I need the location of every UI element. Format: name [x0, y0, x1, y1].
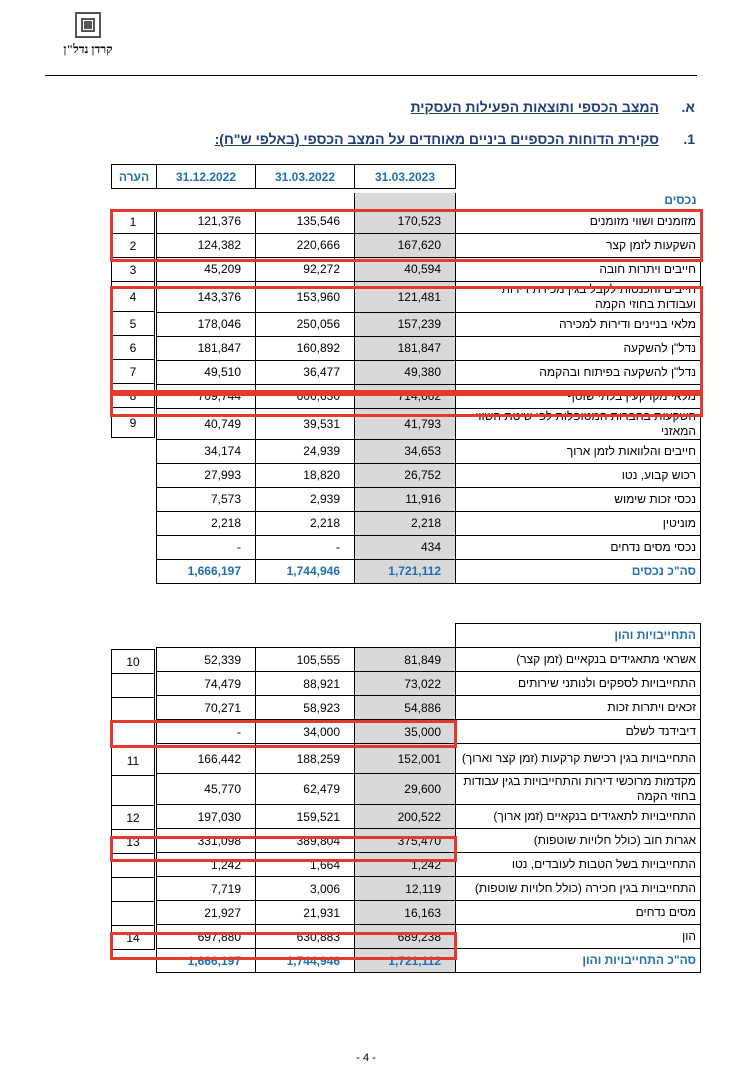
value-cell: 74,479 — [157, 672, 256, 696]
value-cell: 29,600 — [355, 774, 456, 805]
row-label: חייבים והלוואות לזמן ארוך — [456, 439, 701, 463]
table-row — [157, 901, 701, 925]
table-row — [157, 877, 701, 901]
value-cell: 1,242 — [157, 853, 256, 877]
liabilities-title: התחייבויות והון — [456, 624, 701, 648]
header-divider — [45, 75, 697, 76]
note-row — [112, 462, 155, 486]
value-cell: 34,653 — [355, 439, 456, 463]
value-cell: 7,573 — [157, 487, 256, 511]
row-label: השקעות בחברות המטופלות לפי שיטת השווי המאזני — [456, 408, 701, 439]
table-row — [157, 463, 701, 487]
value-cell: 3,006 — [256, 877, 355, 901]
value-cell: 170,523 — [355, 209, 456, 233]
value-cell: 16,163 — [355, 901, 456, 925]
value-cell: 11,916 — [355, 487, 456, 511]
value-cell: 2,939 — [256, 487, 355, 511]
note-row — [112, 510, 155, 534]
value-cell: 45,209 — [157, 257, 256, 281]
total-cell: 1,744,946 — [256, 949, 355, 973]
note-row — [112, 806, 155, 830]
logo-text: קרדן נדל"ן — [63, 42, 113, 56]
table-row — [157, 744, 701, 774]
value-cell: 70,271 — [157, 696, 256, 720]
value-cell: 34,000 — [256, 720, 355, 744]
value-cell: 250,056 — [256, 312, 355, 336]
row-label: מסים נדחים — [456, 901, 701, 925]
highlight-box — [110, 286, 703, 393]
note-row — [112, 878, 155, 902]
value-cell: 18,820 — [256, 463, 355, 487]
subsection-number: 1. — [683, 131, 695, 147]
value-cell: 105,555 — [256, 648, 355, 672]
page-number: - 4 - — [356, 1052, 376, 1064]
table-row — [157, 535, 701, 559]
value-cell: 2,218 — [256, 511, 355, 535]
total-cell: 1,666,197 — [157, 559, 256, 583]
table-row — [157, 672, 701, 696]
value-cell: 2,218 — [355, 511, 456, 535]
note-row — [112, 534, 155, 558]
table-row — [157, 511, 701, 535]
note-row — [112, 698, 155, 722]
value-cell: 166,442 — [157, 744, 256, 774]
row-label: התחייבויות בגין רכישת קרקעות (זמן קצר וארוך) — [456, 744, 701, 774]
row-label: רכוש קבוע, נטו — [456, 463, 701, 487]
value-cell: 606,630 — [256, 384, 355, 408]
table-row — [157, 648, 701, 672]
value-cell: 714,662 — [355, 384, 456, 408]
row-label: מלאי בניינים ודירות למכירה — [456, 312, 701, 336]
value-cell: 157,239 — [355, 312, 456, 336]
value-cell: 331,098 — [157, 829, 256, 853]
note-cell: 7 — [112, 360, 155, 384]
note-row — [112, 438, 155, 462]
row-label: נכסי מסים נדחים — [456, 535, 701, 559]
value-cell: - — [157, 535, 256, 559]
value-cell: 27,993 — [157, 463, 256, 487]
row-label: מזומנים ושווי מזומנים — [456, 209, 701, 233]
value-cell: 375,470 — [355, 829, 456, 853]
value-cell: 34,174 — [157, 439, 256, 463]
note-cell: 5 — [112, 312, 155, 336]
value-cell: 1,242 — [355, 853, 456, 877]
value-cell: 26,752 — [355, 463, 456, 487]
assets-title: נכסים — [664, 193, 697, 208]
company-logo — [52, 12, 124, 64]
value-cell: 121,481 — [355, 281, 456, 312]
note-row — [112, 674, 155, 698]
value-cell: 21,931 — [256, 901, 355, 925]
value-cell: 181,847 — [355, 336, 456, 360]
table-row — [157, 439, 701, 463]
note-cell: 13 — [112, 830, 155, 854]
note-row — [112, 902, 155, 926]
value-cell: 434 — [355, 535, 456, 559]
section-number: א. — [681, 99, 695, 115]
value-cell: 49,510 — [157, 360, 256, 384]
col-31-03-2022: 31.03.2022 — [256, 165, 355, 189]
value-cell: 45,770 — [157, 774, 256, 805]
liabilities-notes — [111, 649, 155, 950]
value-cell: 143,376 — [157, 281, 256, 312]
row-label: התחייבויות לתאגידים בנקאיים (זמן ארוך) — [456, 805, 701, 829]
value-cell: 52,339 — [157, 648, 256, 672]
value-cell: 2,218 — [157, 511, 256, 535]
table-row — [157, 774, 701, 805]
value-cell: 92,272 — [256, 257, 355, 281]
value-cell: 167,620 — [355, 233, 456, 257]
value-cell: 88,921 — [256, 672, 355, 696]
note-cell — [112, 878, 155, 902]
value-cell: 159,521 — [256, 805, 355, 829]
value-cell: 73,022 — [355, 672, 456, 696]
value-cell: 40,749 — [157, 408, 256, 439]
row-label: הון — [456, 925, 701, 949]
total-cell: 1,666,197 — [157, 949, 256, 973]
value-cell: 81,849 — [355, 648, 456, 672]
value-cell: 39,531 — [256, 408, 355, 439]
value-cell: 630,883 — [256, 925, 355, 949]
total-cell: 1,744,946 — [256, 559, 355, 583]
subsection-title: סקירת הדוחות הכספיים ביניים מאוחדים על המצב הכספי (באלפי ש"ח): — [214, 131, 659, 147]
note-cell: 12 — [112, 806, 155, 830]
note-cell — [112, 698, 155, 722]
note-cell: 3 — [112, 258, 155, 282]
row-label: אגרות חוב (כולל חלויות שוטפות) — [456, 829, 701, 853]
note-cell — [112, 902, 155, 926]
value-cell: - — [157, 720, 256, 744]
note-cell — [112, 776, 155, 806]
row-label: נדל"ן להשקעה בפיתוח ובהקמה — [456, 360, 701, 384]
note-row — [112, 650, 155, 674]
highlight-box — [110, 209, 703, 262]
row-label: נכסי זכות שימוש — [456, 487, 701, 511]
column-headers — [111, 164, 456, 189]
row-label: מקדמות מרוכשי דירות והתחייבויות בגין עבודות בחוזי הקמה — [456, 774, 701, 805]
row-label: התחייבויות לספקים ולנותני שירותים — [456, 672, 701, 696]
value-cell: 200,522 — [355, 805, 456, 829]
row-label: מוניטין — [456, 511, 701, 535]
note-cell — [112, 534, 155, 558]
value-cell: 188,259 — [256, 744, 355, 774]
note-cell: 10 — [112, 650, 155, 674]
value-cell: 220,666 — [256, 233, 355, 257]
section-title: המצב הכספי ותוצאות הפעילות העסקית — [410, 99, 659, 115]
note-cell — [112, 510, 155, 534]
table-row — [157, 696, 701, 720]
value-cell: 7,719 — [157, 877, 256, 901]
value-cell: 35,000 — [355, 720, 456, 744]
logo-mark-icon — [75, 12, 101, 38]
value-cell: 124,382 — [157, 233, 256, 257]
row-label: חייבים והכנסות לקבל בגין מכירת דירות ועבודות בחוזי הקמה — [456, 281, 701, 312]
highlight-box — [110, 393, 703, 417]
row-label: מלאי מקרקעין בלתי שוטף — [456, 384, 701, 408]
value-cell: 12,119 — [355, 877, 456, 901]
highlight-box — [110, 836, 457, 862]
value-cell: 121,376 — [157, 209, 256, 233]
note-row — [112, 776, 155, 806]
value-cell: 62,479 — [256, 774, 355, 805]
note-cell: 6 — [112, 336, 155, 360]
note-cell — [112, 486, 155, 510]
section-heading — [295, 99, 695, 117]
table-row — [157, 487, 701, 511]
row-label: השקעות לזמן קצר — [456, 233, 701, 257]
col-31-03-2023: 31.03.2023 — [355, 165, 456, 189]
note-cell — [112, 462, 155, 486]
value-cell: 21,927 — [157, 901, 256, 925]
note-header: הערה — [112, 165, 157, 189]
note-cell: 14 — [112, 926, 155, 950]
value-cell: 40,594 — [355, 257, 456, 281]
value-cell: 152,001 — [355, 744, 456, 774]
value-cell: 389,804 — [256, 829, 355, 853]
row-label: דיבידנד לשלם — [456, 720, 701, 744]
value-cell: 49,380 — [355, 360, 456, 384]
row-label: זכאים ויתרות זכות — [456, 696, 701, 720]
value-cell: - — [256, 535, 355, 559]
value-cell: 197,030 — [157, 805, 256, 829]
note-row — [112, 486, 155, 510]
total-cell: 1,721,112 — [355, 559, 456, 583]
row-label: נדל"ן להשקעה — [456, 336, 701, 360]
value-cell: 135,546 — [256, 209, 355, 233]
value-cell: 697,880 — [157, 925, 256, 949]
value-cell: 689,238 — [355, 925, 456, 949]
row-label: אשראי מתאגידים בנקאיים (זמן קצר) — [456, 648, 701, 672]
value-cell: 36,477 — [256, 360, 355, 384]
value-cell: 58,923 — [256, 696, 355, 720]
note-cell: 4 — [112, 282, 155, 312]
assets-total-label: סה"כ נכסים — [456, 559, 701, 583]
value-cell: 24,939 — [256, 439, 355, 463]
highlight-box — [110, 720, 457, 748]
value-cell: 160,892 — [256, 336, 355, 360]
note-cell: 1 — [112, 210, 155, 234]
value-cell: 181,847 — [157, 336, 256, 360]
row-label: חייבים ויתרות חובה — [456, 257, 701, 281]
highlight-box — [110, 932, 457, 960]
subsection-heading — [175, 131, 695, 149]
value-cell: 41,793 — [355, 408, 456, 439]
note-cell: 9 — [112, 408, 155, 438]
row-label: התחייבויות בשל הטבות לעובדים, נטו — [456, 853, 701, 877]
note-cell: 2 — [112, 234, 155, 258]
note-row — [112, 746, 155, 776]
value-cell: 178,046 — [157, 312, 256, 336]
note-cell — [112, 674, 155, 698]
value-cell: 54,886 — [355, 696, 456, 720]
value-cell: 153,960 — [256, 281, 355, 312]
note-cell: 8 — [112, 384, 155, 408]
col-31-12-2022: 31.12.2022 — [157, 165, 256, 189]
value-cell: 709,744 — [157, 384, 256, 408]
liabilities-table — [156, 623, 701, 973]
note-cell: 11 — [112, 746, 155, 776]
row-label: התחייבויות בגין חכירה (כולל חלויות שוטפות) — [456, 877, 701, 901]
value-cell: 1,664 — [256, 853, 355, 877]
total-cell: 1,721,112 — [355, 949, 456, 973]
note-cell — [112, 438, 155, 462]
liabilities-total-label: סה"כ התחייבויות והון — [456, 949, 701, 973]
table-row — [157, 805, 701, 829]
